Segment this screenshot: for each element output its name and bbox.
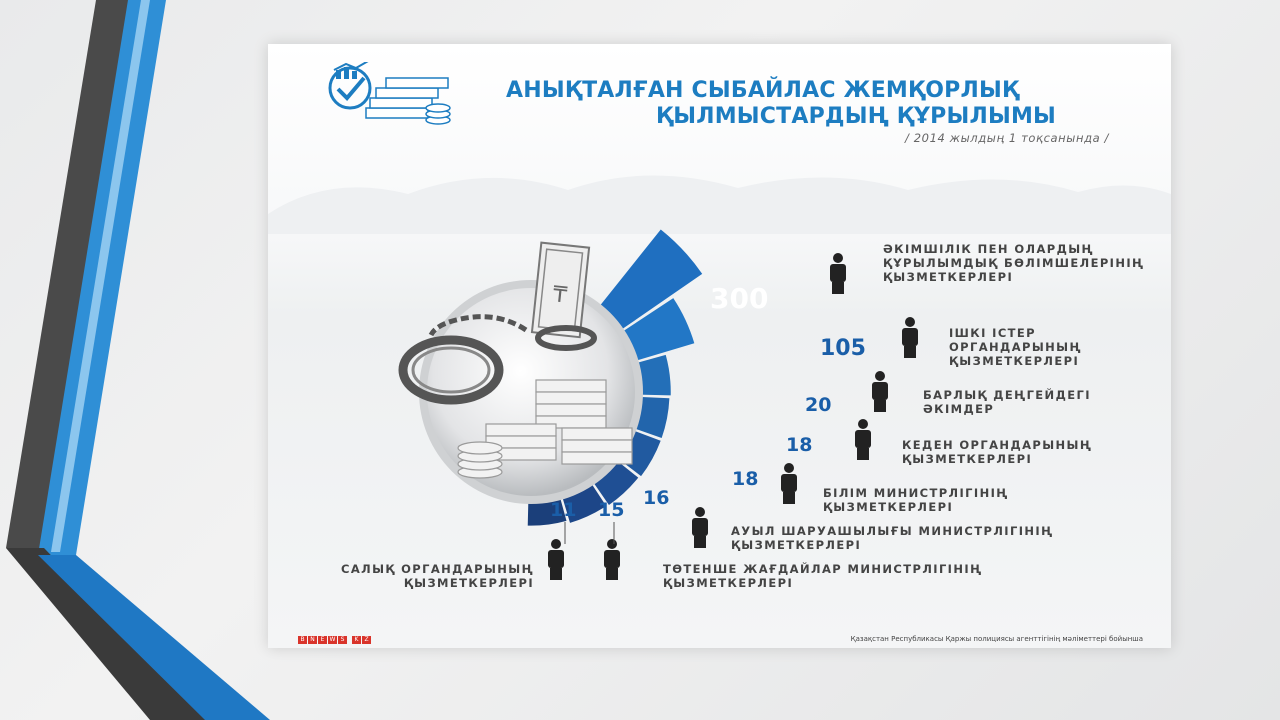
value-label-3: 18: [786, 434, 813, 456]
bnews-logo: [298, 636, 372, 644]
title-line-1: АНЫҚТАЛҒАН СЫБАЙЛАС ЖЕМҚОРЛЫҚ: [506, 78, 1020, 103]
category-label-3: КЕДЕН ОРГАНДАРЫНЫҢ ҚЫЗМЕТКЕРЛЕРІ: [902, 438, 1093, 466]
category-label-0: ӘКІМШІЛІК ПЕН ОЛАРДЫҢ ҚҰРЫЛЫМДЫҚ БӨЛІМШЕЛЕРІНІҢ ҚЫЗМЕТКЕРЛЕРІ: [883, 242, 1145, 284]
teacher-icon: [781, 463, 797, 504]
official-briefcase-icon: [830, 253, 846, 294]
customs-officer-icon: [855, 419, 871, 460]
svg-text:₸: ₸: [551, 282, 569, 309]
handcuffs-money-illustration: [376, 240, 676, 510]
category-label-2: БАРЛЫҚ ДЕҢГЕЙДЕГІ ӘКІМДЕР: [923, 388, 1091, 416]
value-label-1: 105: [820, 336, 866, 361]
category-label-5: АУЫЛ ШАРУАШЫЛЫҒЫ МИНИСТРЛІГІНІҢ ҚЫЗМЕТКЕРЛЕРІ: [731, 524, 1054, 552]
category-label-1: ІШКІ ІСТЕР ОРГАНДАРЫНЫҢ ҚЫЗМЕТКЕРЛЕРІ: [949, 326, 1082, 368]
chart-subtitle: / 2014 жылдың 1 тоқсанында /: [905, 131, 1109, 145]
police-officer-icon: [902, 317, 918, 358]
title-line-2: ҚЫЛМЫСТАРДЫҢ ҚҰРЫЛЫМЫ: [656, 104, 1057, 129]
category-label-4: БІЛІМ МИНИСТРЛІГІНІҢ ҚЫЗМЕТКЕРЛЕРІ: [823, 486, 1009, 514]
logo-letter: E: [318, 636, 327, 644]
value-label-5: 16: [643, 487, 670, 509]
farmer-icon: [692, 507, 708, 548]
source-note: Қазақстан Республикасы Қаржы полициясы агенттігінің мәліметтері бойынша: [850, 635, 1143, 643]
value-label-0: 300: [710, 282, 769, 315]
value-label-6: 15: [598, 499, 625, 521]
logo-letter: W: [329, 636, 336, 643]
category-label-6: ТӨТЕНШЕ ЖАҒДАЙЛАР МИНИСТРЛІГІНІҢ ҚЫЗМЕТКЕРЛЕРІ: [663, 562, 983, 590]
value-label-4: 18: [732, 468, 759, 490]
category-label-7: САЛЫҚ ОРГАНДАРЫНЫҢ ҚЫЗМЕТКЕРЛЕРІ: [341, 562, 534, 590]
logo-letter: S: [338, 636, 347, 644]
infographic-card: [268, 44, 1171, 648]
value-label-7: 11: [550, 499, 577, 521]
value-label-2: 20: [805, 394, 832, 416]
logo-letter: K: [352, 636, 361, 644]
podium-icon: [872, 371, 888, 412]
logo-letter: N: [308, 636, 317, 644]
logo-letter: Z: [362, 636, 371, 644]
emergency-officer-icon: [604, 539, 620, 580]
tax-officer-icon: [548, 539, 564, 580]
logo-letter: B: [298, 636, 307, 644]
